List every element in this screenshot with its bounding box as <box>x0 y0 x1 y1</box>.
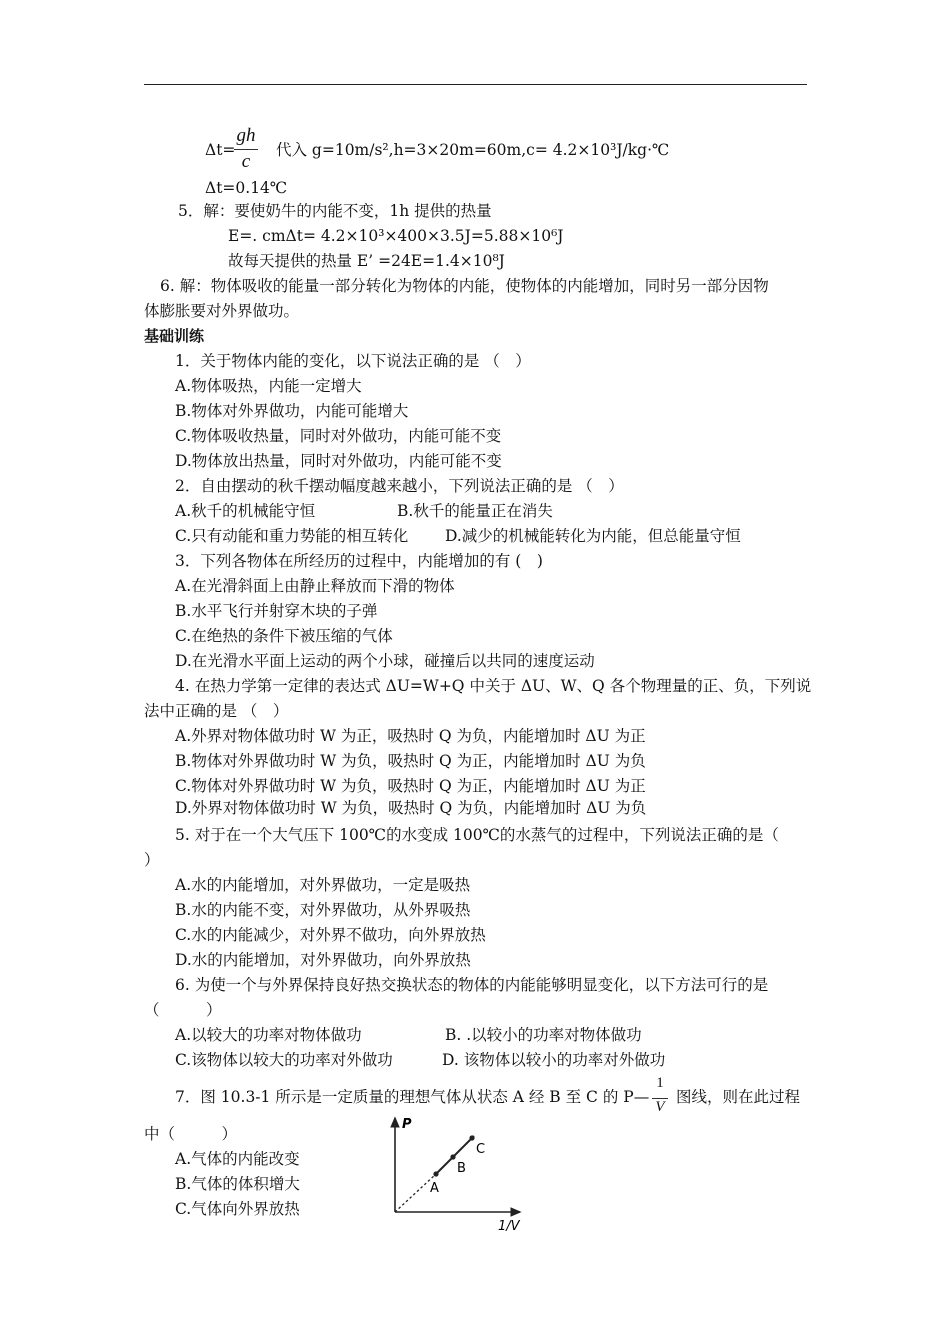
point-a-marker <box>433 1171 438 1176</box>
header-rule <box>144 84 807 85</box>
q2-option-b: B.秋千的能量正在消失 <box>397 502 553 520</box>
q1-option-d: D.物体放出热量，同时对外做功，内能可能不变 <box>175 452 502 470</box>
q7-fraction-numerator: 1 <box>656 1075 664 1091</box>
q3-option-b: B.水平飞行并射穿木块的子弹 <box>175 602 378 620</box>
fraction-numerator: gh <box>236 125 256 146</box>
q4-option-d: D.外界对物体做功时 W 为负，吸热时 Q 为负，内能增加时 ΔU 为负 <box>175 799 647 817</box>
q7-option-b: B.气体的体积增大 <box>175 1175 300 1193</box>
point-c-marker <box>469 1135 474 1140</box>
q6-stem-line-2: （ ） <box>144 1001 222 1019</box>
delta-t-result: Δt=0.14℃ <box>205 179 288 197</box>
q7-stem-part-2: 图线，则在此过程 <box>676 1088 801 1106</box>
q1-stem: 1．关于物体内能的变化，以下说法正确的是 （ ） <box>175 352 531 370</box>
q1-option-a: A.物体吸热，内能一定增大 <box>175 377 362 395</box>
q6-option-c: C.该物体以较大的功率对外做功 <box>175 1051 393 1069</box>
solution-5-intro: 5．解：要使奶牛的内能不变，1h 提供的热量 <box>178 202 492 220</box>
q2-option-c: C.只有动能和重力势能的相互转化 <box>175 527 409 545</box>
point-b-marker <box>450 1154 455 1159</box>
q5-option-a: A.水的内能增加，对外界做功，一定是吸热 <box>175 876 471 894</box>
q6-stem-line-1: 6. 为使一个与外界保持良好热交换状态的物体的内能能够明显变化，以下方法可行的是 <box>175 976 769 994</box>
solution-6-line-1: 6. 解：物体吸收的能量一部分转化为物体的内能，使物体的内能增加，同时另一部分因物 <box>160 277 769 295</box>
solution-5-energy: E=. cmΔt= 4.2×10³×400×3.5J=5.88×10⁶J <box>228 227 564 245</box>
q3-option-d: D.在光滑水平面上运动的两个小球，碰撞后以共同的速度运动 <box>175 652 595 670</box>
point-a-label: A <box>430 1181 439 1196</box>
q7-stem-part-1: 7．图 10.3-1 所示是一定质量的理想气体从状态 A 经 B 至 C 的 P— <box>175 1088 650 1106</box>
q7-stem-line-2: 中（ ） <box>144 1125 238 1143</box>
q5-option-b: B.水的内能不变，对外界做功，从外界吸热 <box>175 901 471 919</box>
point-b-label: B <box>457 1161 466 1176</box>
q4-stem-line-1: 4. 在热力学第一定律的表达式 ΔU=W+Q 中关于 ΔU、W、Q 各个物理量的正、负，下列说 <box>175 677 812 695</box>
q4-option-a: A.外界对物体做功时 W 为正，吸热时 Q 为负，内能增加时 ΔU 为正 <box>175 727 646 745</box>
q2-option-a: A.秋千的机械能守恒 <box>175 502 316 520</box>
q1-option-b: B.物体对外界做功，内能可能增大 <box>175 402 409 420</box>
q3-option-c: C.在绝热的条件下被压缩的气体 <box>175 627 393 645</box>
process-line <box>436 1136 474 1174</box>
point-c-label: C <box>476 1142 486 1157</box>
fraction-bar <box>234 149 258 150</box>
q4-stem-line-2: 法中正确的是 （ ） <box>144 702 289 720</box>
q5-stem-line-2: ） <box>144 851 160 869</box>
x-axis-label: 1/V <box>498 1219 520 1234</box>
q2-option-d: D.减少的机械能转化为内能，但总能量守恒 <box>445 527 741 545</box>
delta-t-label: Δt= <box>205 141 236 159</box>
q2-stem: 2．自由摆动的秋千摆动幅度越来越小，下列说法正确的是 （ ） <box>175 477 624 495</box>
solution-5-daily: 故每天提供的热量 E’ =24E=1.4×10⁸J <box>228 252 505 270</box>
solution-6-line-2: 体膨胀要对外界做功。 <box>144 302 300 320</box>
q4-option-b: B.物体对外界做功时 W 为负，吸热时 Q 为正，内能增加时 ΔU 为负 <box>175 752 646 770</box>
fraction-denominator: c <box>241 151 251 172</box>
y-axis-label: P <box>402 1117 412 1132</box>
q5-option-c: C.水的内能减少，对外界不做功，向外界放热 <box>175 926 486 944</box>
q3-option-a: A.在光滑斜面上由静止释放而下滑的物体 <box>175 577 455 595</box>
q3-stem: 3．下列各物体在所经历的过程中，内能增加的有 ( ) <box>175 552 543 570</box>
q1-option-c: C.物体吸收热量，同时对外做功，内能可能不变 <box>175 427 502 445</box>
substitution-line: 代入 g=10m/s²,h=3×20m=60m,c= 4.2×10³J/kg·℃ <box>276 141 670 159</box>
q5-stem-line-1: 5. 对于在一个大气压下 100℃的水变成 100℃的水蒸气的过程中，下列说法正确的是（ <box>175 826 779 844</box>
section-title: 基础训练 <box>144 327 205 345</box>
p-inverse-v-graph <box>380 1110 540 1240</box>
q6-option-a: A.以较大的功率对物体做功 <box>175 1026 362 1044</box>
q6-option-d: D. 该物体以较小的功率对外做功 <box>442 1051 666 1069</box>
q6-option-b: B. .以较小的功率对物体做功 <box>445 1026 642 1044</box>
q7-fraction-denominator: V <box>655 1099 665 1115</box>
q4-option-c: C.物体对外界做功时 W 为负，吸热时 Q 为正，内能增加时 ΔU 为正 <box>175 777 646 795</box>
q7-option-c: C.气体向外界放热 <box>175 1200 300 1218</box>
q7-option-a: A.气体的内能改变 <box>175 1150 300 1168</box>
q5-option-d: D.水的内能增加，对外界做功，向外界放热 <box>175 951 471 969</box>
